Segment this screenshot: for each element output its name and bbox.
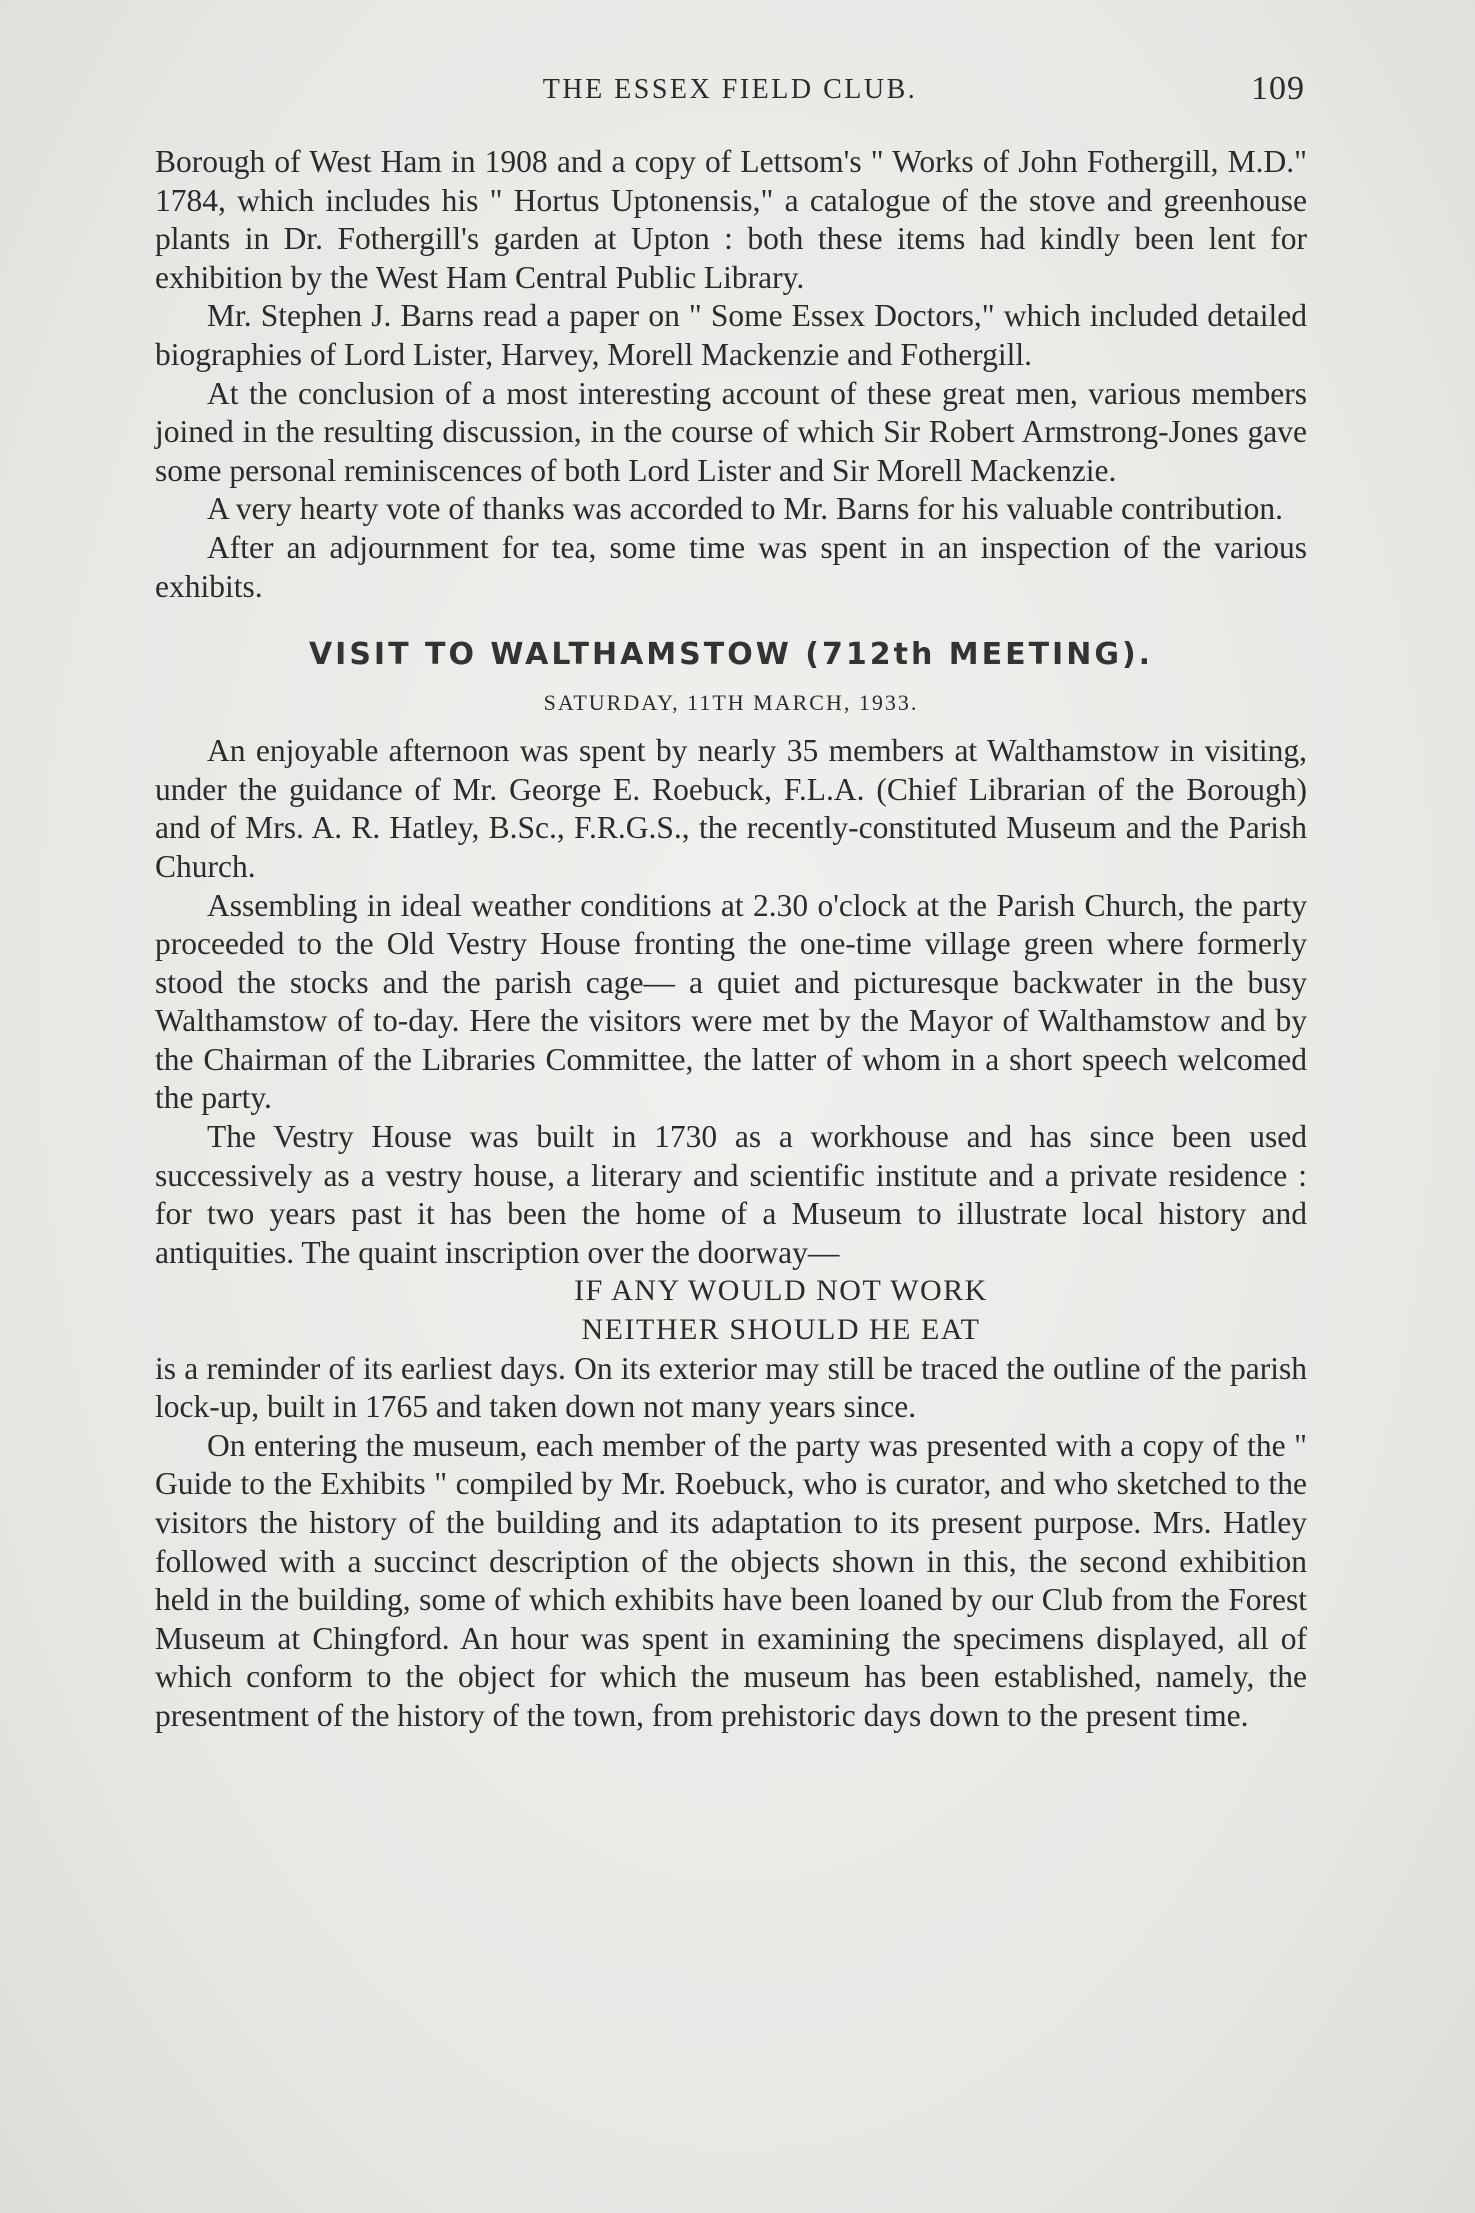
paragraph-4: A very hearty vote of thanks was accorded to Mr. Barns for his valuable contribution.: [207, 491, 1283, 527]
page-number: 109: [1251, 70, 1305, 107]
section-date: SATURDAY, 11TH MARCH, 1933.: [543, 690, 919, 716]
paragraph-6: An enjoyable afternoon was spent by nearly 35 members at Walthamstow in visiting, under the guidance of Mr. George E. Roebuck, F.L.A. (Chief Librarian of the Borough) and of Mrs. A. R. Hatley, B.Sc., F.R.G.S., the recently-constituted Museum and the Parish Church.: [155, 733, 1307, 884]
paragraph-8: The Vestry House was built in 1730 as a workhouse and has since been used successively as a vestry house, a literary and scientific institute and a private residence : for two years past it has been the home of a Museum to illustrate local history and antiquities. The quaint inscription over the doorway—: [155, 1119, 1307, 1270]
paragraph-10: On entering the museum, each member of the party was presented with a copy of the " Guide to the Exhibits " compiled by Mr. Roebuck, who is curator, and who sketched to the visitors the history of the building and its adaptation to its present purpose. Mrs. Hatley followed with a succinct description of the objects shown in this, the second exhibition held in the building, some of which exhibits have been loaned by our Club from the Forest Museum at Chingford. An hour was spent in examining the specimens displayed, all of which conform to the object for which the museum has been established, namely, the presentment of the history of the town, from prehistoric days down to the present time.: [155, 1427, 1307, 1733]
paragraph-5: After an adjournment for tea, some time was spent in an inspection of the various exhibits.: [155, 529, 1307, 604]
section-title: VISIT TO WALTHAMSTOW (712th MEETING).: [308, 637, 1154, 673]
running-head: THE ESSEX FIELD CLUB.: [542, 74, 918, 105]
body-text: [155, 143, 1307, 1736]
paragraph-9: is a reminder of its earliest days. On its exterior may still be traced the outline of the parish lock-up, built in 1765 and taken down not many years since.: [155, 1350, 1307, 1425]
paragraph-7: Assembling in ideal weather conditions at 2.30 o'clock at the Parish Church, the party proceeded to the Old Vestry House fronting the one-time village green where formerly stood the stocks and the parish cage— a quiet and picturesque backwater in the busy Walthamstow of to-day. Here the visitors were met by the Mayor of Walthamstow and by the Chairman of the Libraries Committee, the latter of whom in a short speech welcomed the party.: [155, 887, 1307, 1116]
paragraph-3: At the conclusion of a most interesting account of these great men, various members joined in the resulting discussion, in the course of which Sir Robert Armstrong-Jones gave some personal reminiscences of both Lord Lister and Sir Morell Mackenzie.: [155, 375, 1307, 488]
paragraph-2: Mr. Stephen J. Barns read a paper on " Some Essex Doctors," which included detailed biographies of Lord Lister, Harvey, Morell Mackenzie and Fothergill.: [155, 298, 1307, 372]
page-header: [155, 70, 1305, 120]
paragraph-1: Borough of West Ham in 1908 and a copy of Lettsom's " Works of John Fothergill, M.D." 1784, which includes his " Hortus Uptonensis," a catalogue of the stove and greenhouse plants in Dr. Fothergill's garden at Upton : both these items had kindly been lent for exhibition by the West Ham Central Public Library.: [155, 144, 1307, 295]
inscription-line-1: IF ANY WOULD NOT WORK: [574, 1274, 988, 1308]
inscription-line-2: NEITHER SHOULD HE EAT: [581, 1313, 981, 1347]
